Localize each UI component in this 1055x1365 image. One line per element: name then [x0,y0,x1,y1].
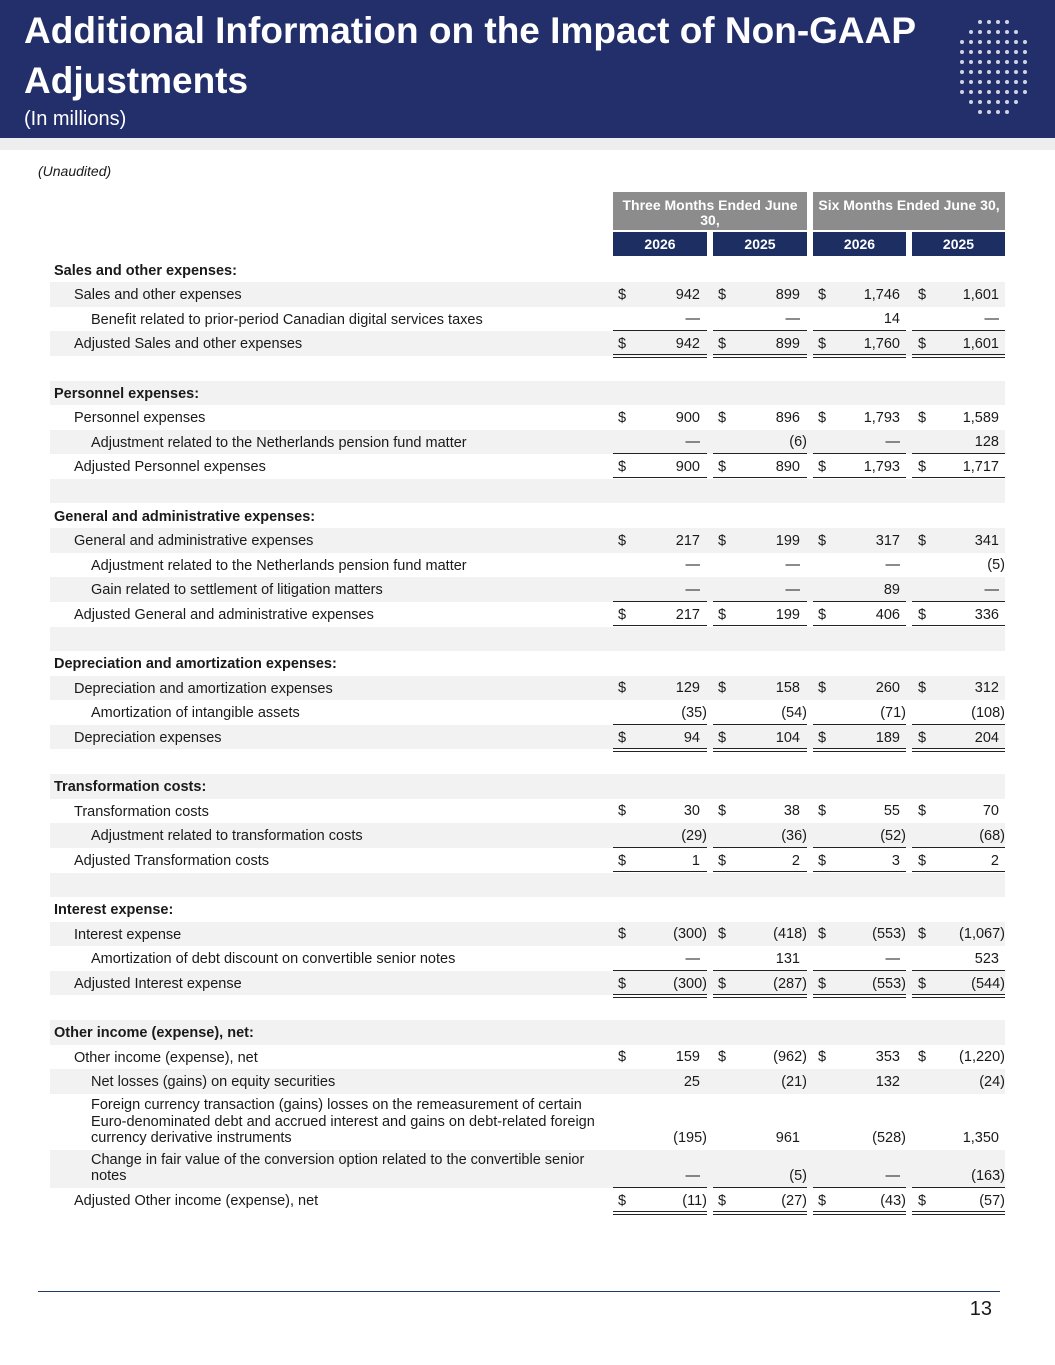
value-cell: 900 [675,458,700,475]
row-label: Personnel expenses: [54,385,200,402]
row-label: Adjustment related to the Netherlands pension fund matter [91,557,467,574]
value-cell: 899 [775,335,800,352]
total-double-underline [713,1211,807,1215]
section-header-row [50,774,1005,799]
value-cell: 131 [775,950,800,967]
currency-symbol: $ [618,852,627,869]
column-group-three-months: Three Months Ended June 30, [613,192,807,230]
row-label: Amortization of debt discount on convertible senior notes [91,951,456,968]
currency-symbol: $ [818,335,827,352]
currency-symbol: $ [618,1049,627,1066]
row-label: Personnel expenses [74,410,206,427]
value-cell: (24) [979,1073,1005,1090]
currency-symbol: $ [818,975,827,992]
value-cell: 89 [883,581,900,598]
row-label: Amortization of intangible assets [91,705,300,722]
row-label: Adjusted Other income (expense), net [74,1192,319,1209]
value-cell: 1 [691,852,700,869]
currency-symbol: $ [718,409,727,426]
value-cell: (544) [971,975,1005,992]
currency-symbol: $ [818,606,827,623]
value-cell: 2 [990,852,999,869]
page-title: Additional Information on the Impact of Non-GAAP Adjustments [24,10,916,101]
value-cell: 217 [675,606,700,623]
value-cell: — [885,950,900,967]
row-label: General and administrative expenses [74,533,314,550]
value-cell: — [885,1167,900,1184]
value-cell: 353 [875,1049,900,1066]
value-cell: — [785,311,800,328]
value-cell: 523 [974,950,999,967]
value-cell: 260 [875,680,900,697]
currency-symbol: $ [618,975,627,992]
value-cell: 94 [683,729,700,746]
value-cell: (962) [773,1049,807,1066]
value-cell: — [885,434,900,451]
spacer-row [50,873,1005,898]
spacer-row [50,750,1005,775]
page-header [0,0,1055,138]
value-cell: 38 [783,803,800,820]
currency-symbol: $ [818,532,827,549]
currency-symbol: $ [818,409,827,426]
row-label: Sales and other expenses: [54,262,237,279]
value-cell: 217 [675,532,700,549]
currency-symbol: $ [718,1192,727,1209]
value-cell: (108) [971,704,1005,721]
value-cell: 336 [974,606,999,623]
value-cell: (553) [872,975,906,992]
currency-symbol: $ [818,1049,827,1066]
row-label: Adjustment related to the Netherlands pension fund matter [91,434,467,451]
value-cell: 132 [875,1073,900,1090]
value-cell: 942 [675,286,700,303]
value-cell: 159 [675,1049,700,1066]
row-label: Transformation costs [74,803,209,820]
currency-symbol: $ [718,606,727,623]
value-cell: 158 [775,680,800,697]
currency-symbol: $ [618,606,627,623]
value-cell: 70 [982,803,999,820]
value-cell: 129 [675,680,700,697]
value-cell: 899 [775,286,800,303]
row-label: Interest expense: [54,902,174,919]
currency-symbol: $ [618,926,627,943]
currency-symbol: $ [918,1049,927,1066]
currency-symbol: $ [818,729,827,746]
value-cell: 961 [775,1129,800,1146]
value-cell: 1,601 [962,335,999,352]
row-label: Other income (expense), net: [54,1025,254,1042]
value-cell: — [984,311,999,328]
header-divider [0,138,1055,150]
value-cell: 1,746 [863,286,900,303]
currency-symbol: $ [918,458,927,475]
row-label: Gain related to settlement of litigation matters [91,582,383,599]
row-label: Sales and other expenses [74,287,242,304]
currency-symbol: $ [718,852,727,869]
currency-symbol: $ [918,606,927,623]
value-cell: 1,793 [863,458,900,475]
currency-symbol: $ [818,286,827,303]
currency-symbol: $ [818,852,827,869]
row-label: Adjusted Transformation costs [74,852,270,869]
section-header-row [50,381,1005,406]
currency-symbol: $ [918,409,927,426]
value-cell: (5) [789,1167,807,1184]
value-cell: (57) [979,1192,1005,1209]
row-label: Depreciation expenses [74,729,222,746]
row-label: Change in fair value of the conversion option related to the convertible senior notes [91,1151,585,1185]
value-cell: 942 [675,335,700,352]
column-year-ytd-2026: 2026 [813,232,906,256]
value-cell: (418) [773,926,807,943]
column-year-ytd-2025: 2025 [912,232,1005,256]
section-header-row [50,897,1005,922]
value-cell: (54) [781,704,807,721]
currency-symbol: $ [918,1192,927,1209]
currency-symbol: $ [618,458,627,475]
value-cell: 406 [875,606,900,623]
currency-symbol: $ [618,680,627,697]
row-label: Adjusted General and administrative expenses [74,606,374,623]
row-label: Benefit related to prior-period Canadian digital services taxes [91,311,483,328]
value-cell: 189 [875,729,900,746]
value-cell: — [685,1167,700,1184]
value-cell: 900 [675,409,700,426]
total-double-underline [912,1211,1005,1215]
row-label: Other income (expense), net [74,1049,258,1066]
currency-symbol: $ [718,532,727,549]
value-cell: — [685,434,700,451]
currency-symbol: $ [618,335,627,352]
value-cell: 128 [974,434,999,451]
currency-symbol: $ [918,926,927,943]
section-header-row [50,258,1005,283]
currency-symbol: $ [818,680,827,697]
total-double-underline [613,1211,707,1215]
currency-symbol: $ [618,729,627,746]
footer-divider [38,1291,1000,1292]
value-cell: — [984,581,999,598]
value-cell: 104 [775,729,800,746]
value-cell: 896 [775,409,800,426]
currency-symbol: $ [818,803,827,820]
value-cell: (43) [880,1192,906,1209]
value-cell: (1,220) [959,1049,1005,1066]
row-label: Depreciation and amortization expenses: [54,656,337,673]
value-cell: 30 [683,803,700,820]
row-label: Adjusted Sales and other expenses [74,336,303,353]
value-cell: (287) [773,975,807,992]
spacer-row [50,996,1005,1021]
value-cell: 890 [775,458,800,475]
row-label: Net losses (gains) on equity securities [91,1074,336,1091]
value-cell: — [685,557,700,574]
column-group-six-months: Six Months Ended June 30, [813,192,1005,230]
value-cell: (71) [880,704,906,721]
section-header-row [50,1020,1005,1045]
column-year-q-2025: 2025 [713,232,807,256]
dot-pattern-icon [958,18,1030,118]
value-cell: 1,760 [863,335,900,352]
value-cell: 2 [791,852,800,869]
value-cell: 341 [974,532,999,549]
row-label: Adjusted Personnel expenses [74,459,266,476]
currency-symbol: $ [918,852,927,869]
page-subtitle: (In millions) [24,108,127,130]
column-year-q-2026: 2026 [613,232,707,256]
row-label: Interest expense [74,926,182,943]
currency-symbol: $ [618,1192,627,1209]
currency-symbol: $ [818,458,827,475]
value-cell: (35) [681,704,707,721]
currency-symbol: $ [718,729,727,746]
spacer-row [50,356,1005,381]
value-cell: — [685,311,700,328]
unaudited-note: (Unaudited) [38,163,112,179]
currency-symbol: $ [918,286,927,303]
value-cell: (163) [971,1167,1005,1184]
value-cell: (300) [673,975,707,992]
value-cell: (29) [681,827,707,844]
currency-symbol: $ [918,532,927,549]
value-cell: (300) [673,926,707,943]
value-cell: (5) [987,557,1005,574]
value-cell: (36) [781,827,807,844]
value-cell: (27) [781,1192,807,1209]
currency-symbol: $ [918,335,927,352]
value-cell: 317 [875,532,900,549]
currency-symbol: $ [918,803,927,820]
page-number: 13 [969,1298,992,1320]
row-label: Transformation costs: [54,779,207,796]
value-cell: 1,717 [962,458,999,475]
currency-symbol: $ [818,1192,827,1209]
value-cell: 1,589 [962,409,999,426]
currency-symbol: $ [718,680,727,697]
value-cell: — [685,581,700,598]
currency-symbol: $ [618,803,627,820]
currency-symbol: $ [718,335,727,352]
value-cell: 199 [775,606,800,623]
value-cell: 1,601 [962,286,999,303]
value-cell: — [785,557,800,574]
total-double-underline [813,1211,906,1215]
currency-symbol: $ [618,286,627,303]
value-cell: 55 [883,803,900,820]
currency-symbol: $ [918,680,927,697]
currency-symbol: $ [718,926,727,943]
spacer-row [50,627,1005,652]
value-cell: (11) [682,1192,707,1209]
currency-symbol: $ [818,926,827,943]
currency-symbol: $ [718,1049,727,1066]
row-label: General and administrative expenses: [54,508,316,525]
value-cell: 199 [775,532,800,549]
row-label: Depreciation and amortization expenses [74,680,333,697]
currency-symbol: $ [618,532,627,549]
value-cell: (1,067) [959,926,1005,943]
value-cell: 312 [974,680,999,697]
value-cell: — [885,557,900,574]
currency-symbol: $ [918,975,927,992]
row-label: Foreign currency transaction (gains) losses on the remeasurement of certain Euro-denominated debt and accrued interest and gains on debt-related foreign currency derivative instruments [91,1097,595,1147]
value-cell: (21) [781,1073,807,1090]
spacer-row [50,479,1005,504]
value-cell: 14 [883,311,900,328]
currency-symbol: $ [718,458,727,475]
currency-symbol: $ [718,803,727,820]
currency-symbol: $ [718,286,727,303]
row-label: Adjusted Interest expense [74,975,242,992]
section-header-row [50,504,1005,529]
value-cell: (68) [979,827,1005,844]
value-cell: (553) [872,926,906,943]
row-label: Adjustment related to transformation costs [91,828,363,845]
value-cell: 204 [974,729,999,746]
value-cell: 25 [683,1073,700,1090]
value-cell: — [685,950,700,967]
value-cell: 3 [891,852,900,869]
value-cell: (195) [673,1129,707,1146]
currency-symbol: $ [718,975,727,992]
currency-symbol: $ [918,729,927,746]
value-cell: (52) [880,827,906,844]
value-cell: 1,350 [962,1129,999,1146]
currency-symbol: $ [618,409,627,426]
section-header-row [50,651,1005,676]
value-cell: (528) [872,1129,906,1146]
value-cell: (6) [789,434,807,451]
value-cell: 1,793 [863,409,900,426]
value-cell: — [785,581,800,598]
